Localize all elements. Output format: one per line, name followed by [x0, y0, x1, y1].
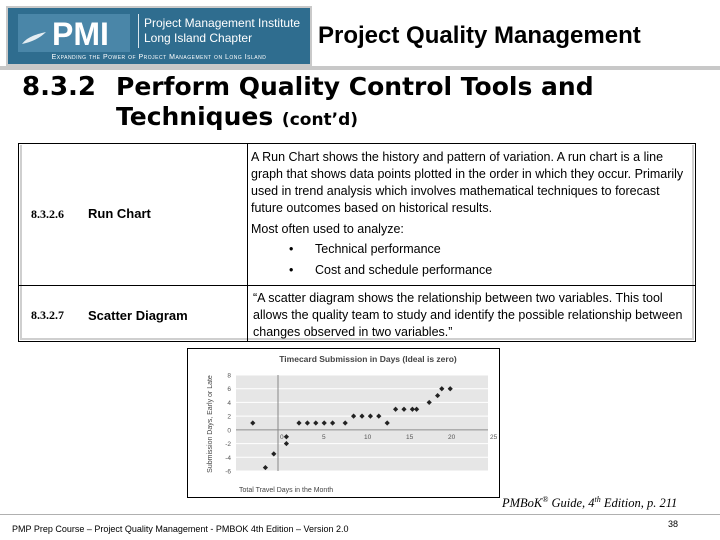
tool-name: Scatter Diagram	[88, 308, 188, 323]
table-shadow	[20, 145, 22, 340]
x-tick-label: 5	[322, 433, 326, 441]
x-tick-label: 15	[406, 433, 414, 441]
page-number: 38	[667, 519, 678, 529]
citation-source: PMBoK	[502, 496, 543, 511]
y-tick-label: 4	[227, 399, 231, 407]
org-tagline: Expanding the Power of Project Management on Long Island	[51, 54, 267, 61]
table-row-divider	[19, 285, 695, 286]
y-tick-label: 6	[227, 386, 231, 394]
footer-text: PMP Prep Course – Project Quality Management - PMBOK 4th Edition – Version 2.0	[12, 524, 349, 534]
y-tick-label: -4	[225, 454, 231, 462]
list-item-label: Technical performance	[315, 242, 441, 256]
scatter-chart	[188, 349, 499, 497]
section-number: 8.3.2	[22, 72, 97, 102]
citation-guide: Guide, 4	[548, 496, 595, 511]
section-title-text: Techniques	[116, 102, 274, 131]
org-name: Project Management Institute	[144, 16, 301, 30]
tool-description: “A scatter diagram shows the relationship between two variables. This tool allows the quality team to study and identify the possible relationship between changes observed in two variables.”	[253, 291, 683, 339]
y-tick-label: 8	[227, 372, 231, 380]
bullet-icon: •	[289, 263, 294, 277]
y-tick-label: 2	[227, 413, 231, 421]
analysis-intro: Most often used to analyze:	[251, 222, 404, 236]
citation-edition: Edition, p. 211	[600, 496, 678, 511]
y-tick-label: -2	[225, 441, 231, 449]
x-tick-label: 10	[364, 433, 372, 441]
citation-ordinal: th	[594, 495, 601, 504]
pmi-logo-icon	[18, 14, 130, 52]
footer-divider	[0, 514, 720, 515]
tool-description: A Run Chart shows the history and pattern of variation. A run chart is a line graph that shows data points plotted in the order in which they occur. Primarily used in trend analysis which involves mathematical techniques to forecast future outcomes based on historical results.	[251, 150, 684, 215]
section-title-cont: (cont’d)	[281, 110, 359, 130]
slide-title: Project Quality Management	[318, 22, 641, 49]
y-axis-label: Submission Days, Early or Late	[207, 375, 214, 473]
citation	[502, 495, 677, 511]
section-title-line2	[116, 102, 358, 131]
logo-divider	[138, 14, 139, 48]
x-tick-label: 20	[448, 433, 456, 441]
table-column-divider	[247, 144, 248, 341]
row-number: 8.3.2.6	[31, 207, 64, 221]
bullet-icon: •	[289, 242, 294, 256]
tools-table	[18, 143, 696, 342]
x-axis-label: Total Travel Days in the Month	[239, 487, 334, 494]
x-tick-label: 25	[490, 433, 498, 441]
x-tick-label: 0	[280, 433, 284, 441]
citation-reg: ®	[542, 495, 549, 504]
chart-title: Timecard Submission in Days (Ideal is zero)	[279, 354, 457, 364]
y-tick-label: 0	[227, 427, 231, 435]
header-divider	[0, 66, 720, 70]
section-title-line1: Perform Quality Control Tools and	[116, 72, 594, 101]
chapter-name: Long Island Chapter	[144, 31, 253, 45]
tool-name: Run Chart	[88, 206, 151, 221]
row-number: 8.3.2.7	[31, 308, 64, 322]
scatter-chart-image	[187, 348, 500, 498]
y-tick-label: -6	[225, 468, 231, 476]
svg-text:PMI: PMI	[52, 16, 109, 52]
list-item-label: Cost and schedule performance	[315, 263, 493, 277]
pmi-logo-banner	[6, 6, 312, 66]
